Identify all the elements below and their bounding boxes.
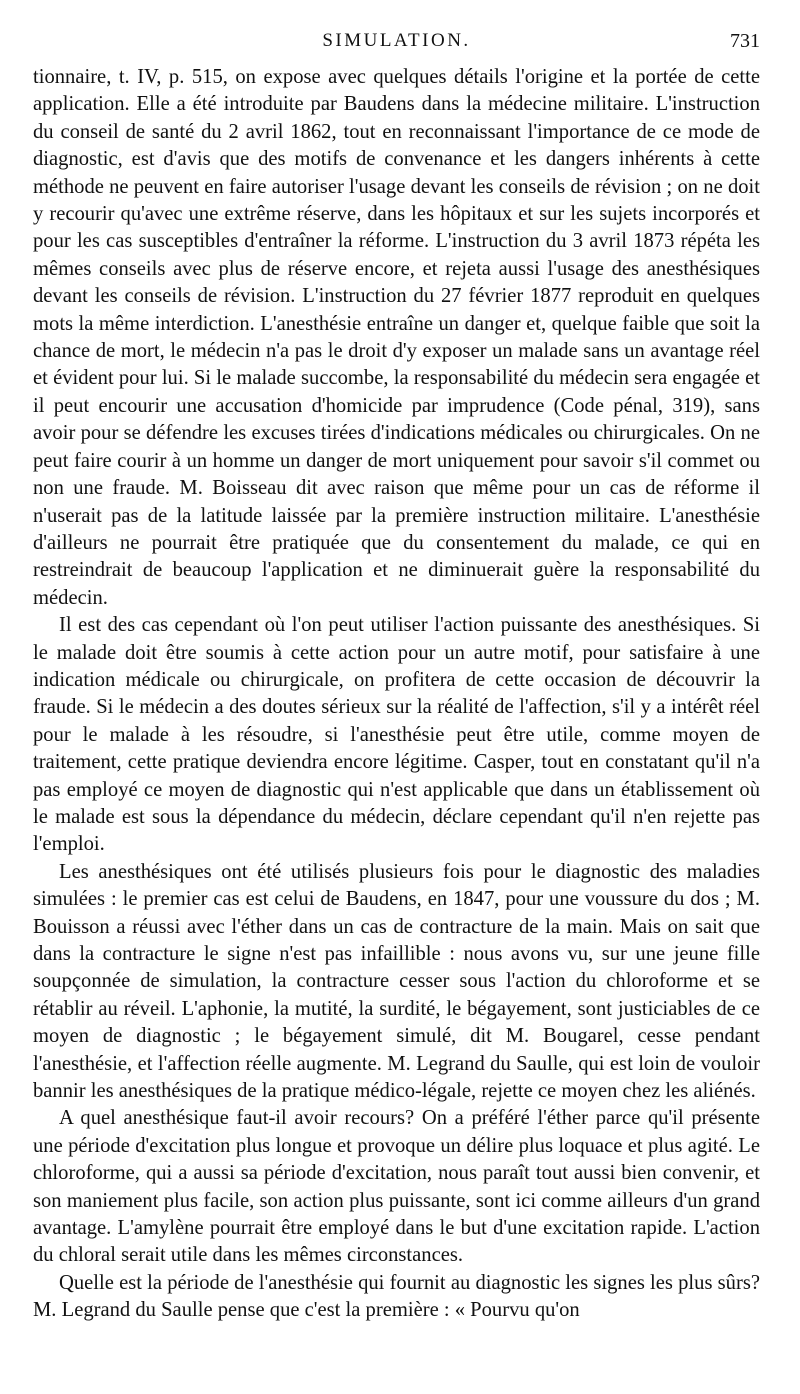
- paragraph: A quel anesthésique faut-il avoir recours? On a préféré l'éther parce qu'il présente une période d'excitation plus longue et provoque un délire plus loquace et plus agité. Le chloroforme, qui a aussi sa période d'excitation, nous paraît tout aussi bien convenir, et son maniement plus facile, son action plus puissante, sont ici comme ailleurs d'un grand avantage. L'amylène pourrait être employé dans le but d'une excitation rapide. L'action du chloral serait utile dans les mêmes circonstances.: [33, 1107, 760, 1267]
- running-title: SIMULATION.: [322, 30, 471, 51]
- body-text: [33, 64, 760, 1325]
- paragraph: Quelle est la période de l'anesthésie qui fournit au diagnostic les signes les plus sûrs? M. Legrand du Saulle pense que c'est la première : « Pourvu qu'on: [33, 1271, 760, 1322]
- paragraph-continuation: tionnaire, t. IV, p. 515, on expose avec quelques détails l'origine et la portée de cette application. Elle a été introduite par Baudens dans la médecine militaire. L'instruction du conseil de santé du 2 avril 1862, tout en reconnaissant l'importance de ce mode de diagnostic, est d'avis que des motifs de convenance et les dangers inhérents à cette méthode ne peuvent en faire autoriser l'usage devant les conseils de révision ; on ne doit y recourir qu'avec une extrême réserve, dans les hôpitaux et sur les sujets incorporés et pour les cas susceptibles d'entraîner la réforme. L'instruction du 3 avril 1873 répéta les mêmes conseils avec plus de réserve encore, et rejeta aussi l'usage des anesthésiques devant les conseils de révision. L'instruction du 27 février 1877 reproduit en quelques mots la même interdiction. L'anesthésie entraîne un danger et, quelque faible que soit la chance de mort, le médecin n'a pas le droit d'y exposer un malade sans un avantage réel et évident pour lui. Si le malade succombe, la responsabilité du médecin sera engagée et il peut encourir une accusation d'homicide par imprudence (Code pénal, 319), sans avoir pour se défendre les excuses tirées d'indications médicales ou chirurgicales. On ne peut faire courir à un homme un danger de mort uniquement pour savoir s'il commet ou non une fraude. M. Boisseau dit avec raison que même pour un cas de réforme il n'userait pas de la latitude laissée par la première instruction militaire. L'anesthésie d'ailleurs ne pourrait être pratiquée que du consentement du malade, ce qui en restreindrait de beaucoup l'application et ne diminuerait guère la responsabilité du médecin.: [33, 66, 760, 609]
- page-number: 731: [730, 30, 760, 52]
- running-header: [33, 30, 760, 64]
- paragraph: Il est des cas cependant où l'on peut utiliser l'action puissante des anesthésiques. Si le malade doit être soumis à cette action pour un autre motif, pour satisfaire à une indication médicale ou chirurgicale, on profitera de cette occasion de découvrir la fraude. Si le médecin a des doutes sérieux sur la réalité de l'affection, s'il y a intérêt réel pour le malade à les résoudre, si l'anesthésie peut être utile, comme moyen de traitement, cette pratique deviendra encore légitime. Casper, tout en constatant qu'il n'a pas employé ce moyen de diagnostic qui n'est applicable que dans un établissement où le malade est sous la dépendance du médecin, déclare cependant qu'il n'en rejette pas l'emploi.: [33, 614, 760, 856]
- paragraph: Les anesthésiques ont été utilisés plusieurs fois pour le diagnostic des maladies simulées : le premier cas est celui de Baudens, en 1847, pour une voussure du dos ; M. Bouisson a réussi avec l'éther dans un cas de contracture de la main. Mais on sait que dans la contracture le signe n'est pas infaillible : nous avons vu, sur une jeune fille soupçonnée de simulation, la contracture cesser sous l'action du chloroforme et se rétablir au réveil. L'aphonie, la mutité, la surdité, le bégayement, sont justiciables de ce moyen de diagnostic ; le bégayement simulé, dit M. Bougarel, cesse pendant l'anesthésie, et l'affection réelle augmente. M. Legrand du Saulle, qui est loin de vouloir bannir les anesthésiques de la pratique médico-légale, rejette ce moyen chez les aliénés.: [33, 860, 760, 1103]
